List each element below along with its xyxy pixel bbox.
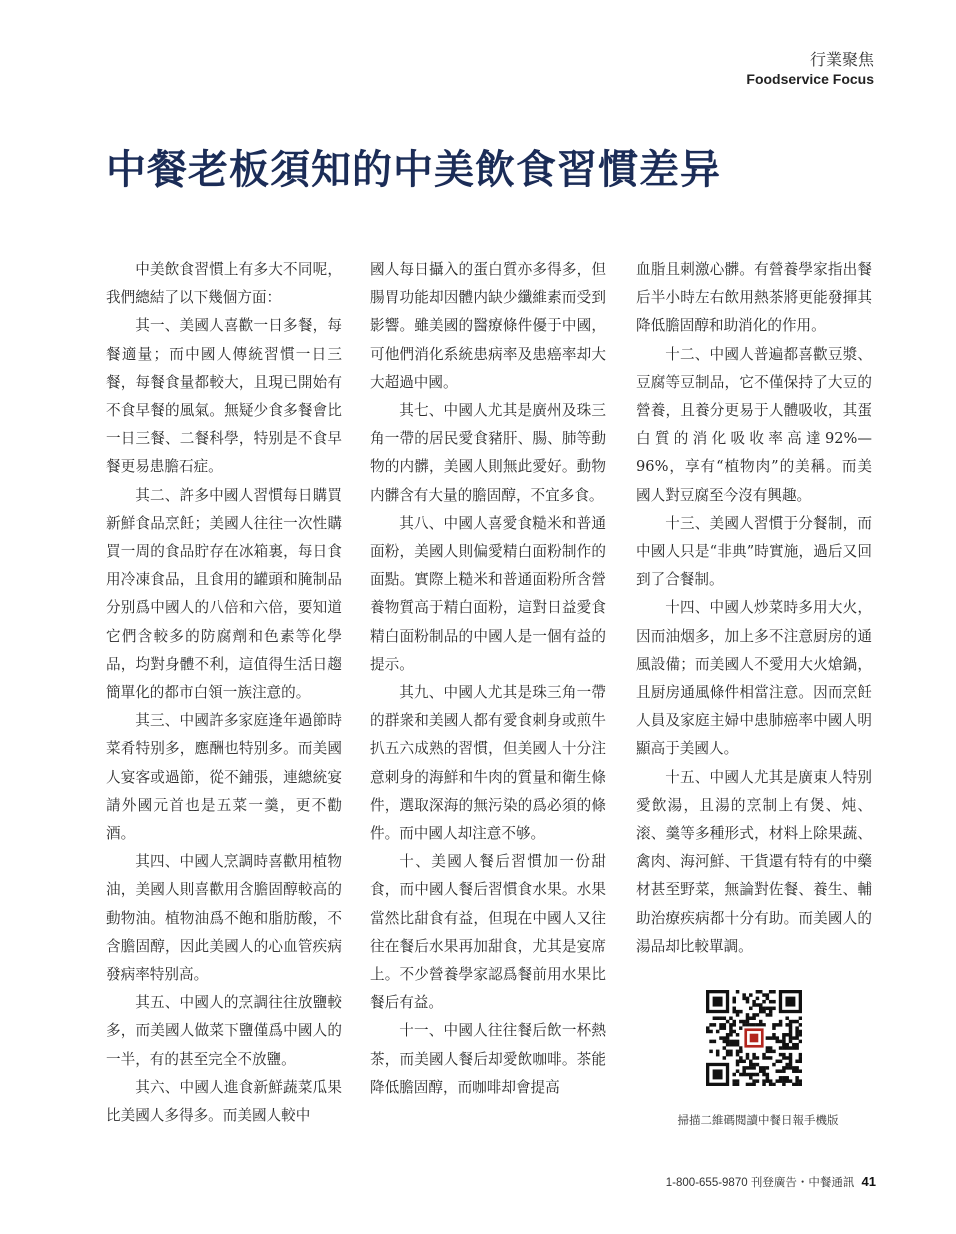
section-label-chinese: 行業聚焦	[809, 50, 874, 69]
article-paragraph: 其四、中國人烹調時喜歡用植物油，美國人則喜歡用含膽固醇較高的動物油。植物油爲不飽和脂肪酸，不含膽固醇，因此美國人的心血管疾病發病率特别高。	[106, 853, 342, 984]
article-paragraph: 其九、中國人尤其是珠三角一帶的群衆和美國人都有愛食刺身或煎牛扒五六成熟的習慣，但美國人十分注意刺身的海鮮和牛肉的質量和衛生條件，選取深海的無污染的爲必須的條件。而中國人却注意不够。	[370, 684, 606, 843]
article-column-3	[636, 256, 872, 961]
section-label-english: Foodservice Focus	[746, 71, 874, 87]
page-footer	[666, 1174, 876, 1190]
article-paragraph: 十五、中國人尤其是廣東人特别愛飲湯，且湯的烹制上有煲、炖、滚、羹等多種形式，材料上除果蔬、禽肉、海河鮮、干貨還有特有的中藥材甚至野菜，無論對佐餐、養生、輔助治療疾病都十分有助。而美國人的湯品却比較單調。	[636, 768, 872, 955]
article-paragraph: 其八、中國人喜愛食糙米和普通面粉，美國人則偏愛精白面粉制作的面點。實際上糙米和普通面粉所含營養物質高于精白面粉，這對日益愛食精白面粉制品的中國人是一個有益的提示。	[370, 514, 606, 673]
footer-label: 刊登廣告・中餐通訊	[750, 1177, 855, 1189]
article-paragraph: 其二、許多中國人習慣每日購買新鮮食品烹飪；美國人往往一次性購買一周的食品貯存在冰箱裏，每日食用冷凍食品，且食用的罐頭和腌制品分别爲中國人的八倍和六倍，要知道它們含較多的防腐劑和色素等化學品，均對身體不利，這值得生活日趨簡單化的都市白領一族注意的。	[106, 486, 342, 702]
article-paragraph: 十三、美國人習慣于分餐制，而中國人只是“非典”時實施，過后又回到了合餐制。	[636, 514, 872, 589]
article-column-2	[370, 256, 606, 1102]
article-paragraph: 血脂且刺激心髒。有營養學家指出餐后半小時左右飲用熱茶將更能發揮其降低膽固醇和助消化的作用。	[636, 261, 872, 335]
qr-code	[706, 990, 802, 1086]
article-paragraph: 其一、美國人喜歡一日多餐，每餐適量；而中國人傳統習慣一日三餐，每餐食量都較大，且現已開始有不食早餐的風氣。無疑少食多餐會比一日三餐、二餐科學，特别是不食早餐更易患膽石症。	[106, 317, 342, 476]
article-paragraph: 十一、中國人往往餐后飲一杯熱茶，而美國人餐后却愛飲咖啡。茶能降低膽固醇，而咖啡却會提高	[370, 1022, 606, 1096]
article-paragraph: 國人每日攝入的蛋白質亦多得多，但腸胃功能却因體内缺少纖維素而受到影響。雖美國的醫療條件優于中國，可他們消化系統患病率及患癌率却大大超過中國。	[370, 261, 606, 391]
article-paragraph: 十二、中國人普遍都喜歡豆漿、豆腐等豆制品，它不僅保持了大豆的營養，且養分更易于人體吸收，其蛋白質的消化吸收率高達92%—96%，享有“植物肉”的美稱。而美國人對豆腐至今沒有興趣。	[636, 345, 872, 504]
article-paragraph: 其六、中國人進食新鮮蔬菜瓜果比美國人多得多。而美國人較中	[106, 1078, 342, 1125]
article-paragraph: 其三、中國許多家庭逢年過節時菜肴特别多，應酬也特别多。而美國人宴客或過節，從不鋪張，連總統宴請外國元首也是五菜一羹，更不勸酒。	[106, 712, 342, 843]
page-number: 41	[861, 1174, 876, 1189]
section-header	[746, 50, 874, 88]
article-paragraph: 其七、中國人尤其是廣州及珠三角一帶的居民愛食豬肝、腸、肺等動物的内髒，美國人則無此愛好。動物内髒含有大量的膽固醇，不宜多食。	[370, 402, 606, 504]
qr-caption: 掃描二維碼閱讀中餐日報手機版	[677, 1113, 839, 1127]
footer-phone: 1-800-655-9870	[665, 1177, 748, 1189]
article-paragraph: 其五、中國人的烹調往往放鹽較多，而美國人做菜下鹽僅爲中國人的一半，有的甚至完全不放鹽。	[106, 994, 342, 1068]
article-paragraph: 十四、中國人炒菜時多用大火，因而油烟多，加上多不注意厨房的通風設備；而美國人不愛用大火熗鍋，且厨房通風條件相當注意。因而烹飪人員及家庭主婦中患肺癌率中國人明顯高于美國人。	[636, 599, 872, 758]
article-title: 中餐老板須知的中美飲食習慣差异	[106, 146, 721, 193]
article-paragraph: 十、美國人餐后習慣加一份甜食，而中國人餐后習慣食水果。水果當然比甜食有益，但現在中國人又往往在餐后水果再加甜食，尤其是宴席上。不少營養學家認爲餐前用水果比餐后有益。	[370, 853, 606, 1012]
article-column-1	[106, 256, 342, 1130]
article-paragraph: 中美飲食習慣上有多大不同呢，我們總結了以下幾個方面：	[106, 261, 342, 307]
